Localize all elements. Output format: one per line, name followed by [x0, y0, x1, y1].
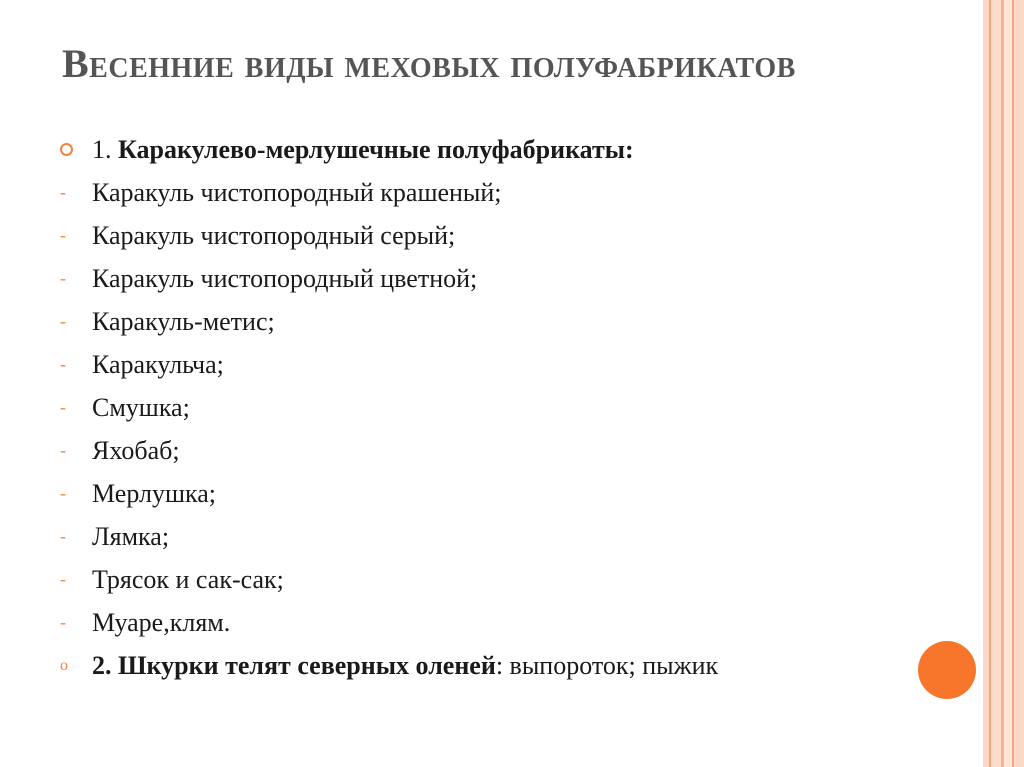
- item-list: [60, 171, 940, 644]
- dash-bullet-icon: -: [60, 483, 66, 503]
- last-item-rest: : выпороток; пыжик: [495, 651, 719, 680]
- dash-bullet-icon: -: [60, 526, 66, 546]
- list-item-text: Смушка;: [92, 393, 190, 422]
- dash-bullet-icon: -: [60, 354, 66, 374]
- list-item: [60, 472, 940, 515]
- decor-stripe: [1014, 0, 1024, 767]
- list-item: [60, 171, 940, 214]
- circle-bullet-icon: o: [60, 657, 68, 674]
- list-item-text: Каракуль-метис;: [92, 307, 275, 336]
- heading-label: Каракулево-мерлушечные полуфабрикаты:: [118, 135, 634, 164]
- list-item: [60, 343, 940, 386]
- decor-stripe: [991, 0, 1001, 767]
- list-item-text: Каракульча;: [92, 350, 224, 379]
- list-item: [60, 257, 940, 300]
- dash-bullet-icon: -: [60, 440, 66, 460]
- slide-title: Весенние виды меховых полуфабрикатов: [62, 41, 796, 86]
- dash-bullet-icon: -: [60, 612, 66, 632]
- list-item: [60, 300, 940, 343]
- list-item: [60, 601, 940, 644]
- list-item-text: Муаре,клям.: [92, 608, 231, 637]
- ring-bullet-icon: [60, 143, 73, 156]
- content-list: [60, 128, 940, 687]
- list-item-text: Каракуль чистопородный цветной;: [92, 264, 478, 293]
- dash-bullet-icon: -: [60, 182, 66, 202]
- heading-number: 1.: [92, 135, 118, 164]
- decor-circle: [918, 641, 976, 699]
- list-item-text: Мерлушка;: [92, 479, 216, 508]
- dash-bullet-icon: -: [60, 311, 66, 331]
- dash-bullet-icon: -: [60, 569, 66, 589]
- last-item-bold: 2. Шкурки телят северных оленей: [92, 651, 496, 680]
- list-item-text: Лямка;: [92, 522, 170, 551]
- dash-bullet-icon: -: [60, 268, 66, 288]
- dash-bullet-icon: -: [60, 225, 66, 245]
- list-item: [60, 429, 940, 472]
- list-item-text: Яхобаб;: [92, 436, 180, 465]
- list-heading: [60, 128, 940, 171]
- list-item-text: Трясок и сак-сак;: [92, 565, 284, 594]
- list-item-text: Каракуль чистопородный крашеный;: [92, 178, 502, 207]
- list-item-text: Каракуль чистопородный серый;: [92, 221, 456, 250]
- list-item: [60, 214, 940, 257]
- list-item: [60, 558, 940, 601]
- list-item: [60, 386, 940, 429]
- decor-stripe: [1004, 0, 1012, 767]
- list-item-last: [60, 644, 940, 687]
- list-item: [60, 515, 940, 558]
- dash-bullet-icon: -: [60, 397, 66, 417]
